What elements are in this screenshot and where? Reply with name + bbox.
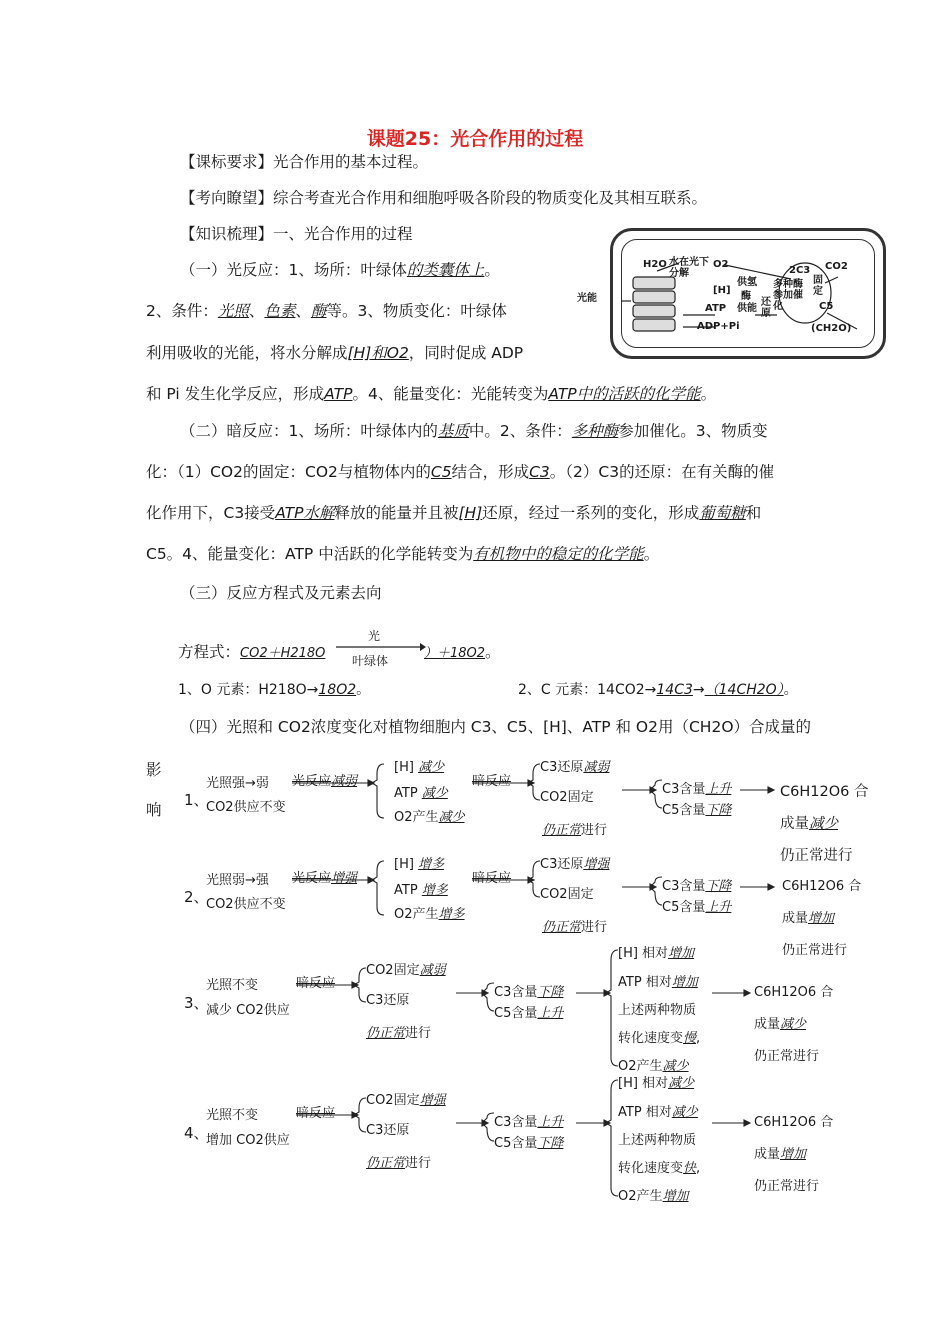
- equation-end: 。: [485, 643, 501, 661]
- case-branch-1: [394, 857, 444, 873]
- light-line-2: [146, 301, 507, 321]
- case-branch-answer: 增多: [438, 907, 465, 922]
- case-condition-2: 减少 CO2供应: [206, 1003, 290, 1018]
- case-react: [472, 871, 511, 887]
- case-r-answer: 仍正常: [542, 823, 582, 838]
- dark-text: 中。2、条件：: [468, 422, 572, 440]
- light-heading: （一）光反应：1、场所：叶绿体: [180, 261, 407, 279]
- case-p2: [618, 975, 698, 991]
- light-cond-prefix: 2、条件：: [146, 302, 218, 320]
- case-p-answer: 减少: [662, 1059, 689, 1074]
- case-react-label: 暗反应: [296, 976, 336, 991]
- case-q-answer: 上升: [705, 900, 732, 915]
- case-p-answer: 增加: [671, 975, 698, 990]
- case-result-answer: 增加: [808, 911, 835, 926]
- case-q-label: C3含量: [662, 782, 706, 797]
- dark-line-3: [146, 503, 761, 523]
- outlook-line: [180, 188, 707, 208]
- dark-text: （二）暗反应：1、场所：叶绿体内的: [180, 422, 438, 440]
- case-stage-label: 光反应: [292, 871, 332, 886]
- case-q-label: C5含量: [662, 803, 706, 818]
- carbon-arrow: →: [692, 682, 705, 698]
- diagram-light: 光能: [577, 293, 597, 304]
- case-result-label: 成量: [754, 1147, 781, 1162]
- case-q-label: C5含量: [494, 1136, 538, 1151]
- case-p-answer: 增加: [662, 1189, 689, 1204]
- case-branch-label: [H]: [394, 760, 419, 775]
- case-r1: [540, 760, 609, 776]
- case-p-label: 转化速度变: [618, 1031, 684, 1046]
- case-branch-answer: 减少: [421, 786, 448, 801]
- case-r3: [366, 1156, 431, 1172]
- case-result-3: 仍正常进行: [754, 1179, 820, 1194]
- case-p3: 上述两种物质: [618, 1003, 697, 1018]
- case-p-answer: 慢: [683, 1031, 697, 1046]
- light-energy-answer: ATP中的活跃的化学能: [548, 385, 701, 403]
- dark-glucose-answer: 葡萄糖: [699, 504, 746, 522]
- dark-text: 化：（1）CO2的固定：CO2与植物体内的: [146, 463, 431, 481]
- case-p-label: ATP 相对: [618, 975, 672, 990]
- case-q-label: C3含量: [662, 879, 706, 894]
- case-q-answer: 上升: [537, 1115, 564, 1130]
- case-react-label: 暗反应: [472, 871, 512, 886]
- diagram-atp: ATP: [705, 303, 727, 314]
- case-r-answer: 减弱: [419, 963, 446, 978]
- section-4-char-1: 影: [146, 761, 162, 779]
- case-q-answer: 下降: [705, 879, 732, 894]
- case-result-2: [780, 812, 838, 833]
- carbon-answer-2: （14CH2O）: [704, 682, 784, 698]
- light-cond-1: 光照: [217, 302, 249, 320]
- case-result-answer: 减少: [809, 816, 838, 832]
- case-q-label: C5含量: [494, 1006, 538, 1021]
- outlook-label: 【考向瞭望】: [180, 189, 274, 207]
- case-condition-1: 光照强→弱: [206, 776, 269, 791]
- case-result-answer: 减少: [780, 1017, 807, 1032]
- case-branch-answer: 增多: [418, 857, 445, 872]
- dark-text: 。: [643, 545, 660, 563]
- case-p2: [618, 1105, 698, 1121]
- oxygen-answer: 18O2: [318, 682, 357, 698]
- case-react: [296, 1106, 335, 1122]
- case-r-label: 进行: [405, 1026, 432, 1041]
- case-stage-answer: 增强: [331, 871, 358, 886]
- diagram-supply: 供氢: [737, 277, 757, 288]
- case-p5: [618, 1059, 689, 1075]
- dark-c5-answer: C5: [430, 463, 452, 481]
- case-result-1: C6H12O6 合: [754, 985, 834, 1000]
- case-p5: [618, 1189, 689, 1205]
- diagram-o2: O2: [713, 259, 729, 270]
- oxygen-end: 。: [356, 682, 371, 698]
- case-p3: 上述两种物质: [618, 1133, 697, 1148]
- light-text: ，同时促成 ADP: [408, 344, 524, 362]
- case-r-label: 进行: [581, 920, 608, 935]
- case-q1: [494, 1115, 563, 1131]
- case-branch-label: O2产生: [394, 810, 439, 825]
- case-q2: [662, 900, 731, 916]
- case-p-answer: 快: [683, 1161, 697, 1176]
- diagram-c5: C5: [819, 301, 834, 312]
- case-branch-label: [H]: [394, 857, 419, 872]
- case-number: 2、: [184, 888, 209, 906]
- equation-right-line: [424, 642, 501, 664]
- light-text: 和 Pi 发生化学反应，形成: [146, 385, 325, 403]
- diagram-adp: ADP+Pi: [697, 321, 740, 332]
- case-r3: [366, 1026, 431, 1042]
- equation-line: [178, 642, 325, 664]
- dark-line-2: [146, 462, 774, 482]
- light-cond-3: 酶: [310, 302, 327, 320]
- case-p-label: [H] 相对: [618, 946, 669, 961]
- dark-h-answer: [H]: [458, 504, 483, 522]
- case-result-label: 成量: [754, 1017, 781, 1032]
- dark-text: 和: [745, 504, 762, 522]
- case-q-label: C3含量: [494, 985, 538, 1000]
- case-branch-answer: 减少: [438, 810, 465, 825]
- case-react: [472, 774, 511, 790]
- case-r2: C3还原: [366, 1123, 410, 1138]
- light-end: 。: [484, 261, 500, 279]
- case-r-label: C3还原: [540, 760, 584, 775]
- case-r-label: C3还原: [540, 857, 584, 872]
- light-site-answer: 的类囊体上: [406, 261, 485, 279]
- chloroplast-diagram: [577, 228, 886, 359]
- case-stage: [292, 871, 357, 887]
- case-r-answer: 仍正常: [366, 1026, 406, 1041]
- case-number: 4、: [184, 1124, 209, 1142]
- light-text: 利用吸收的光能，将水分解成: [146, 344, 348, 362]
- case-p-label: [H] 相对: [618, 1076, 669, 1091]
- case-branch-label: O2产生: [394, 907, 439, 922]
- case-r3: [542, 920, 607, 936]
- light-products-answer: [H]和O2: [347, 344, 409, 362]
- case-q2: [662, 803, 731, 819]
- case-branch-3: [394, 907, 465, 923]
- case-r3: [542, 823, 607, 839]
- case-result-answer: 增加: [780, 1147, 807, 1162]
- sep: 、: [248, 302, 265, 320]
- case-q-answer: 下降: [705, 803, 732, 818]
- case-react: [296, 976, 335, 992]
- case-q2: [494, 1006, 563, 1022]
- case-p-answer: 减少: [668, 1076, 695, 1091]
- case-result-3: 仍正常进行: [780, 848, 853, 864]
- case-r-answer: 增强: [583, 857, 610, 872]
- case-result-3: 仍正常进行: [754, 1049, 820, 1064]
- case-branch-label: ATP: [394, 883, 422, 898]
- carbon-answer-1: 14C3: [656, 682, 693, 698]
- case-p-punct: ,: [696, 1161, 701, 1176]
- case-q1: [662, 879, 731, 895]
- case-r-answer: 仍正常: [542, 920, 582, 935]
- case-result-2: [782, 911, 834, 927]
- case-branch-2: [394, 883, 448, 899]
- case-p-punct: ,: [696, 1031, 701, 1046]
- diagram-multi: 多种酶参加催化: [773, 279, 803, 312]
- case-result-3: 仍正常进行: [782, 943, 848, 958]
- case-branch-answer: 增多: [421, 883, 448, 898]
- case-p-label: ATP 相对: [618, 1105, 672, 1120]
- case-condition-1: 光照弱→强: [206, 873, 269, 888]
- light-cond-suffix: 等。3、物质变化：叶绿体: [326, 302, 507, 320]
- case-result-2: [754, 1017, 806, 1033]
- case-r1: [540, 857, 609, 873]
- case-stage: [292, 774, 357, 790]
- case-p4: [618, 1161, 700, 1177]
- case-q-answer: 下降: [537, 985, 564, 1000]
- case-r1: [366, 1093, 446, 1109]
- equation-below: 叶绿体: [352, 654, 389, 668]
- light-text: 。: [700, 385, 717, 403]
- diagram-split: 水在光下分解: [669, 257, 709, 279]
- case-r2: CO2固定: [540, 790, 594, 805]
- case-r-answer: 仍正常: [366, 1156, 406, 1171]
- case-p-label: O2产生: [618, 1189, 663, 1204]
- case-q-answer: 上升: [705, 782, 732, 797]
- diagram-h2o: H2O: [643, 259, 667, 270]
- requirements-label: 【课标要求】: [180, 153, 274, 171]
- case-branch-answer: 减少: [418, 760, 445, 775]
- case-p-answer: 增加: [668, 946, 695, 961]
- case-condition-2: 增加 CO2供应: [206, 1133, 290, 1148]
- sep: 、: [295, 302, 311, 320]
- case-q-answer: 下降: [537, 1136, 564, 1151]
- dark-text: 释放的能量并且被: [334, 504, 459, 522]
- carbon-label: 2、C 元素：14CO2→: [518, 682, 657, 698]
- case-q-answer: 上升: [537, 1006, 564, 1021]
- case-branch-label: ATP: [394, 786, 422, 801]
- dark-text: C5。4、能量变化：ATP 中活跃的化学能转变为: [146, 545, 474, 563]
- requirements-text: 光合作用的基本过程。: [273, 153, 429, 171]
- diagram-energy: 供能: [737, 303, 757, 314]
- case-branch-2: [394, 786, 448, 802]
- knowledge-line: [180, 224, 413, 244]
- section-4-heading: （四）光照和 CO2浓度变化对植物细胞内 C3、C5、[H]、ATP 和 O2用（CH2O）合成量的: [180, 718, 812, 736]
- case-q-label: C3含量: [494, 1115, 538, 1130]
- dark-line-4: [146, 544, 659, 564]
- dark-cond-answer: 多种酶: [571, 422, 619, 440]
- case-r-label: 进行: [405, 1156, 432, 1171]
- case-p-answer: 减少: [671, 1105, 698, 1120]
- knowledge-label: 【知识梳理】: [180, 225, 274, 243]
- case-result-1: C6H12O6 合: [782, 879, 862, 894]
- case-condition-2: CO2供应不变: [206, 800, 286, 815]
- diagram-c3: 2C3: [789, 265, 811, 276]
- case-condition-2: CO2供应不变: [206, 897, 286, 912]
- case-p-label: 转化速度变: [618, 1161, 684, 1176]
- diagram-fix: 固定: [813, 275, 823, 297]
- carbon-end: 。: [783, 682, 798, 698]
- oxygen-line: [178, 680, 370, 700]
- case-r2: CO2固定: [540, 887, 594, 902]
- diagram-reduce: 还原: [761, 297, 771, 319]
- case-r1: [366, 963, 446, 979]
- equation-label: 方程式：: [178, 643, 241, 661]
- case-stage-answer: 减弱: [331, 774, 358, 789]
- dark-text: 参加催化。3、物质变: [618, 422, 768, 440]
- dark-text: 结合，形成: [451, 463, 530, 481]
- case-r-label: CO2固定: [366, 963, 420, 978]
- dark-c3-answer: C3: [529, 463, 550, 481]
- diagram-enzyme: 酶: [741, 291, 751, 302]
- case-r-answer: 增强: [419, 1093, 446, 1108]
- dark-atp-answer: ATP水解: [275, 504, 335, 522]
- light-line-3: [146, 343, 523, 363]
- case-r-label: CO2固定: [366, 1093, 420, 1108]
- dark-text: 。（2）C3的还原：在有关酶的催: [549, 463, 775, 481]
- case-result-2: [754, 1147, 806, 1163]
- light-line-4: [146, 384, 716, 404]
- carbon-line: [518, 680, 798, 700]
- light-atp-answer: ATP: [324, 385, 353, 403]
- case-result-1: C6H12O6 合: [754, 1115, 834, 1130]
- diagram-co2: CO2: [825, 261, 848, 272]
- requirements-line: [180, 152, 428, 172]
- dark-line-1: [180, 421, 768, 441]
- case-r2: C3还原: [366, 993, 410, 1008]
- knowledge-text: 一、光合作用的过程: [273, 225, 413, 243]
- case-q1: [494, 985, 563, 1001]
- dark-text: 化作用下，C3接受: [146, 504, 276, 522]
- case-p1: [618, 946, 694, 962]
- equation-above: 光: [368, 629, 381, 643]
- equation-right: ）＋18O2: [424, 646, 486, 661]
- case-q-label: C5含量: [662, 900, 706, 915]
- case-result-1: C6H12O6 合: [780, 784, 869, 800]
- case-number: 1、: [184, 791, 209, 809]
- case-branch-1: [394, 760, 444, 776]
- case-react-label: 暗反应: [472, 774, 512, 789]
- case-r-answer: 减弱: [583, 760, 610, 775]
- outlook-text: 综合考查光合作用和细胞呼吸各阶段的物质变化及其相互联系。: [273, 189, 708, 207]
- case-q2: [494, 1136, 563, 1152]
- equation-left: CO2＋H218O: [240, 646, 326, 661]
- case-condition-1: 光照不变: [206, 1108, 259, 1123]
- light-line-1: [180, 260, 500, 280]
- case-p4: [618, 1031, 700, 1047]
- section-3-heading: （三）反应方程式及元素去向: [180, 584, 382, 602]
- case-p-label: O2产生: [618, 1059, 663, 1074]
- light-cond-2: 色素: [264, 302, 296, 320]
- case-react-label: 暗反应: [296, 1106, 336, 1121]
- section-4-char-2: 响: [146, 801, 162, 819]
- case-q1: [662, 782, 731, 798]
- case-result-label: 成量: [780, 816, 809, 832]
- case-stage-label: 光反应: [292, 774, 332, 789]
- dark-site-answer: 基质: [437, 422, 469, 440]
- diagram-ch2o: (CH2O): [811, 323, 852, 334]
- oxygen-label: 1、O 元素：H218O→: [178, 682, 319, 698]
- diagram-h: [H]: [713, 285, 731, 296]
- case-p1: [618, 1076, 694, 1092]
- case-number: 3、: [184, 994, 209, 1012]
- page-title: 课题25：光合作用的过程: [366, 128, 584, 150]
- case-r-label: 进行: [581, 823, 608, 838]
- dark-energy-answer: 有机物中的稳定的化学能: [473, 545, 644, 563]
- dark-text: 还原，经过一系列的变化，形成: [482, 504, 700, 522]
- light-text: 。4、能量变化：光能转变为: [352, 385, 549, 403]
- case-condition-1: 光照不变: [206, 978, 259, 993]
- case-result-label: 成量: [782, 911, 809, 926]
- case-branch-3: [394, 810, 465, 826]
